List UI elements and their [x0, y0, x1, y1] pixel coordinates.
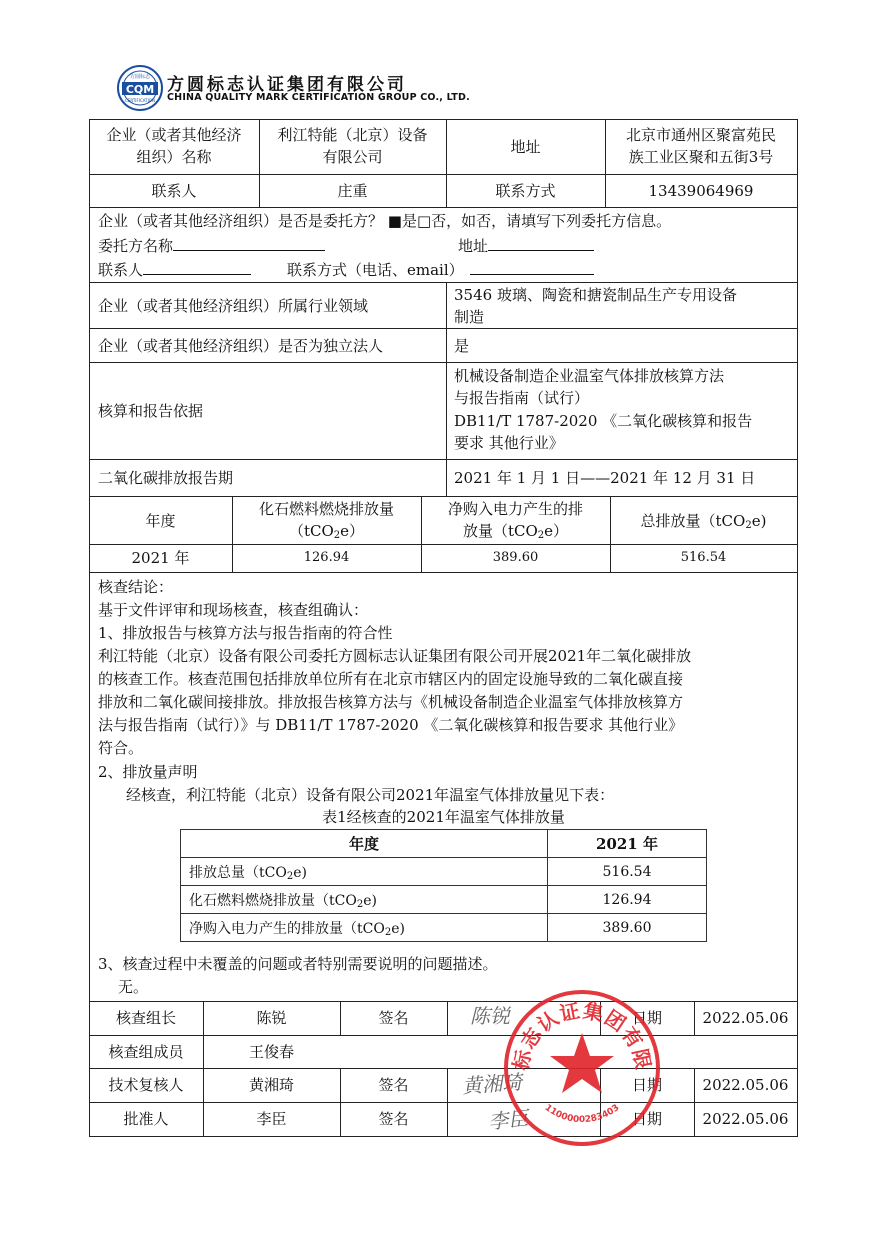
contact-value: 庄重: [337, 182, 368, 200]
basis-line1: 机械设备制造企业温室气体排放核算方法: [454, 367, 725, 385]
section1-line5: 符合。: [98, 739, 144, 757]
org-name-label-line1: 企业（或者其他经济: [106, 126, 242, 144]
phone-label: 联系方式: [495, 182, 556, 200]
emis-col-elec-line2: 放量（tCO$_2$e）: [462, 522, 569, 541]
emis-row-elec: 389.60: [492, 550, 539, 565]
company-name-cn: 方圆标志认证集团有限公司: [167, 75, 407, 95]
svg-text:1100000283403: [543, 1103, 622, 1125]
reviewer-date: 2022.05.06: [702, 1076, 789, 1094]
reviewer-label: 技术复核人: [108, 1076, 184, 1094]
leader-label: 核查组长: [115, 1009, 176, 1027]
leader-date-label: 日期: [631, 1009, 662, 1027]
verified-row-label: 排放总量（tCO$_2$e): [181, 858, 548, 886]
basis-line4: 要求 其他行业》: [454, 434, 564, 452]
org-name-label-line2: 组织）名称: [136, 148, 212, 166]
section1-title: 1、排放报告与核算方法与报告指南的符合性: [98, 624, 393, 642]
industry-value-line1: 3546 玻璃、陶瓷和搪瓷制品生产专用设备: [454, 286, 737, 304]
legal-person-label: 企业（或者其他经济组织）是否为独立法人: [98, 337, 384, 355]
logo-text: CQM: [125, 83, 155, 96]
emis-col-elec-line1: 净购入电力产生的排: [447, 500, 583, 518]
emis-col-year: 年度: [145, 512, 176, 530]
reviewer-sign-label: 签名: [378, 1076, 409, 1094]
industry-label: 企业（或者其他经济组织）所属行业领域: [98, 297, 369, 315]
verified-emissions-table: [180, 829, 707, 942]
period-value: 2021 年 1 月 1 日——2021 年 12 月 31 日: [454, 469, 756, 487]
section1-line1: 利江特能（北京）设备有限公司委托方圆标志认证集团有限公司开展2021年二氧化碳排放: [98, 647, 692, 665]
emis-col-fossil-line1: 化石燃料燃烧排放量: [258, 500, 394, 518]
company-name-en: CHINA QUALITY MARK CERTIFICATION GROUP CO., LTD.: [167, 92, 470, 103]
approver-sign-label: 签名: [378, 1110, 409, 1128]
basis-line2: 与报告指南（试行）: [454, 389, 590, 407]
reviewer-date-label: 日期: [631, 1076, 662, 1094]
org-name-value-line2: 有限公司: [322, 148, 383, 166]
table-caption: 表1经核查的2021年温室气体排放量: [322, 808, 565, 826]
verified-row-label: 化石燃料燃烧排放量（tCO$_2$e): [181, 886, 548, 914]
section2-title: 2、排放量声明: [98, 763, 198, 781]
verified-row-value: 389.60: [548, 914, 707, 942]
org-name-value-line1: 利江特能（北京）设备: [277, 126, 428, 144]
company-logo: [116, 64, 164, 112]
approver-date: 2022.05.06: [702, 1110, 789, 1128]
verified-row-value: 126.94: [548, 886, 707, 914]
legal-person-value: 是: [454, 337, 470, 355]
period-label: 二氧化碳排放报告期: [98, 469, 234, 487]
approver-signature: 李臣: [487, 1105, 530, 1135]
section2-text: 经核查，利江特能（北京）设备有限公司2021年温室气体排放量见下表：: [126, 786, 615, 804]
basis-line3: DB11/T 1787-2020 《二氧化碳核算和报告: [454, 412, 753, 430]
logo-small: 方圆标志: [129, 74, 151, 80]
table-row: [181, 914, 707, 942]
emis-row-total: 516.54: [680, 550, 727, 565]
conclusion-intro: 基于文件评审和现场核查，核查组确认：: [98, 601, 369, 619]
verified-row-label: 净购入电力产生的排放量（tCO$_2$e): [181, 914, 548, 942]
verified-header-2021: 2021 年: [548, 830, 707, 858]
stamp-text: 标志认证集团有限: [508, 998, 656, 1073]
emis-col-fossil-line2: （tCO$_2$e）: [288, 522, 365, 541]
official-stamp: [502, 988, 662, 1148]
logo-sub: CERTIFICATION: [125, 98, 155, 103]
section3-title: 3、核查过程中未覆盖的问题或者特别需要说明的问题描述。: [98, 955, 498, 973]
phone-value: 13439064969: [648, 182, 754, 200]
leader-sign-label: 签名: [378, 1009, 409, 1027]
entrust-question: 企业（或者其他经济组织）是否是委托方？ ■是□否，如否，请填写下列委托方信息。: [98, 212, 672, 230]
verified-row-value: 516.54: [548, 858, 707, 886]
entrust-contact-field: 联系人: [98, 258, 251, 281]
industry-value-line2: 制造: [454, 308, 485, 326]
member-name: 王俊春: [249, 1043, 295, 1061]
table-row: [181, 858, 707, 886]
leader-name: 陈锐: [256, 1009, 287, 1027]
section1-line4: 法与报告指南（试行）》与 DB11/T 1787-2020 《二氧化碳核算和报告要求 其他行业》: [98, 716, 684, 734]
approver-date-label: 日期: [631, 1110, 662, 1128]
table-row: [181, 886, 707, 914]
stamp-number: 1100000283403: [542, 1102, 622, 1126]
entrust-phone-field: 联系方式（电话、email）: [287, 258, 594, 281]
address-value-line2: 族工业区聚和五街3号: [628, 148, 774, 166]
basis-label: 核算和报告依据: [98, 402, 204, 420]
address-label: 地址: [510, 138, 541, 156]
reviewer-name: 黄湘琦: [248, 1076, 294, 1094]
entrust-name-field: 委托方名称: [98, 234, 325, 257]
section1-line3: 排放和二氧化碳间接排放。排放报告核算方法与《机械设备制造企业温室气体排放核算方: [98, 693, 684, 711]
approver-name: 李臣: [256, 1110, 287, 1128]
emis-row-fossil: 126.94: [303, 550, 350, 565]
emis-row-year: 2021 年: [131, 549, 190, 567]
address-value-line1: 北京市通州区聚富苑民: [625, 126, 776, 144]
approver-label: 批准人: [123, 1110, 169, 1128]
reviewer-signature: 黄湘琦: [461, 1069, 523, 1099]
verified-header-year: 年度: [181, 830, 548, 858]
section3-text: 无。: [118, 978, 149, 996]
emis-col-total: 总排放量（tCO$_2$e): [640, 512, 767, 531]
contact-label: 联系人: [151, 182, 197, 200]
leader-signature: 陈锐: [470, 1004, 510, 1028]
leader-date: 2022.05.06: [702, 1009, 789, 1027]
section1-line2: 的核查工作。核查范围包括排放单位所有在北京市辖区内的固定设施导致的二氧化碳直接: [98, 670, 684, 688]
member-label: 核查组成员: [108, 1043, 184, 1061]
entrust-address-field: 地址: [458, 234, 594, 257]
conclusion-title: 核查结论：: [98, 578, 174, 596]
